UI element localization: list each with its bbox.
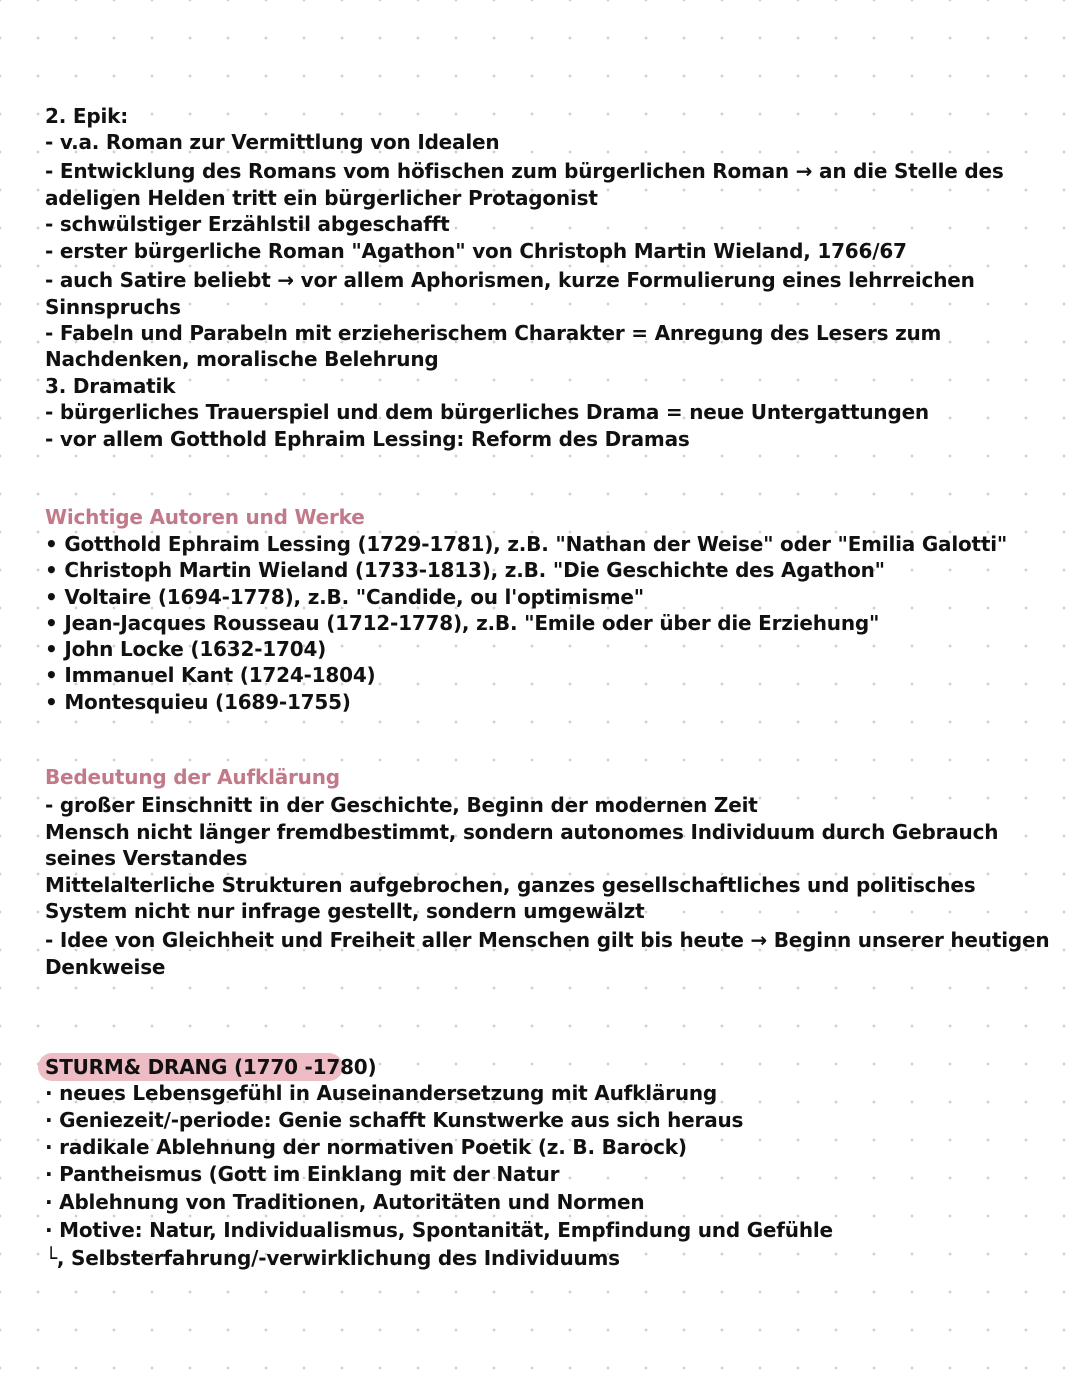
bedeutung-line: - großer Einschnitt in der Geschichte, Beginn der modernen Zeit	[45, 793, 758, 817]
autor-item: • Immanuel Kant (1724-1804)	[45, 663, 376, 687]
bedeutung-line: System nicht nur infrage gestellt, sondern umgewälzt	[45, 899, 645, 923]
autor-item: • Montesquieu (1689-1755)	[45, 690, 351, 714]
sturm-line: · Geniezeit/-periode: Genie schafft Kunstwerke aus sich heraus	[45, 1108, 744, 1132]
epik-line: adeligen Helden tritt ein bürgerlicher Protagonist	[45, 186, 598, 210]
epik-line: - schwülstiger Erzählstil abgeschafft	[45, 212, 450, 236]
epik-line: - v.a. Roman zur Vermittlung von Idealen	[45, 130, 500, 154]
autor-item: • Voltaire (1694-1778), z.B. "Candide, ou l'optimisme"	[45, 585, 645, 609]
autor-item: • John Locke (1632-1704)	[45, 637, 327, 661]
epik-line: - erster bürgerliche Roman "Agathon" von Christoph Martin Wieland, 1766/67	[45, 239, 907, 263]
bedeutung-line: Denkweise	[45, 955, 166, 979]
autor-item: • Gotthold Ephraim Lessing (1729-1781), z.B. "Nathan der Weise" oder "Emilia Galotti"	[45, 532, 1008, 556]
bedeutung-line: Mensch nicht länger fremdbestimmt, sondern autonomes Individuum durch Gebrauch	[45, 820, 999, 844]
epik-title: 2. Epik:	[45, 104, 129, 128]
sturm-line: └, Selbsterfahrung/-verwirklichung des Individuums	[45, 1246, 620, 1270]
sturm-line: · Pantheismus (Gott im Einklang mit der Natur	[45, 1162, 560, 1186]
bedeutung-heading: Bedeutung der Aufklärung	[45, 765, 340, 789]
sturm-line: · Ablehnung von Traditionen, Autoritäten und Normen	[45, 1190, 645, 1214]
epik-line: Nachdenken, moralische Belehrung	[45, 347, 439, 371]
bedeutung-line: seines Verstandes	[45, 846, 248, 870]
sturm-heading: STURM& DRANG (1770 -1780)	[45, 1055, 377, 1079]
sturm-line: · Motive: Natur, Individualismus, Spontanität, Empfindung und Gefühle	[45, 1218, 833, 1242]
autor-item: • Christoph Martin Wieland (1733-1813), z.B. "Die Geschichte des Agathon"	[45, 558, 885, 582]
autoren-heading: Wichtige Autoren und Werke	[45, 505, 365, 529]
bedeutung-line: - Idee von Gleichheit und Freiheit aller Menschen gilt bis heute → Beginn unserer heutigen	[45, 928, 1050, 952]
epik-line: Sinnspruchs	[45, 295, 181, 319]
epik-line: - auch Satire beliebt → vor allem Aphorismen, kurze Formulierung eines lehrreichen	[45, 268, 975, 292]
dramatik-line: - bürgerliches Trauerspiel und dem bürgerliches Drama = neue Untergattungen	[45, 400, 929, 424]
dramatik-title: 3. Dramatik	[45, 374, 176, 398]
autor-item: • Jean-Jacques Rousseau (1712-1778), z.B. "Emile oder über die Erziehung"	[45, 611, 880, 635]
sturm-line: · neues Lebensgefühl in Auseinandersetzung mit Aufklärung	[45, 1081, 718, 1105]
sturm-line: · radikale Ablehnung der normativen Poetik (z. B. Barock)	[45, 1135, 687, 1159]
bedeutung-line: Mittelalterliche Strukturen aufgebrochen, ganzes gesellschaftliches und politisches	[45, 873, 976, 897]
dramatik-line: - vor allem Gotthold Ephraim Lessing: Reform des Dramas	[45, 427, 690, 451]
epik-line: - Entwicklung des Romans vom höfischen zum bürgerlichen Roman → an die Stelle des	[45, 159, 1004, 183]
epik-line: - Fabeln und Parabeln mit erzieherischem Charakter = Anregung des Lesers zum	[45, 321, 942, 345]
